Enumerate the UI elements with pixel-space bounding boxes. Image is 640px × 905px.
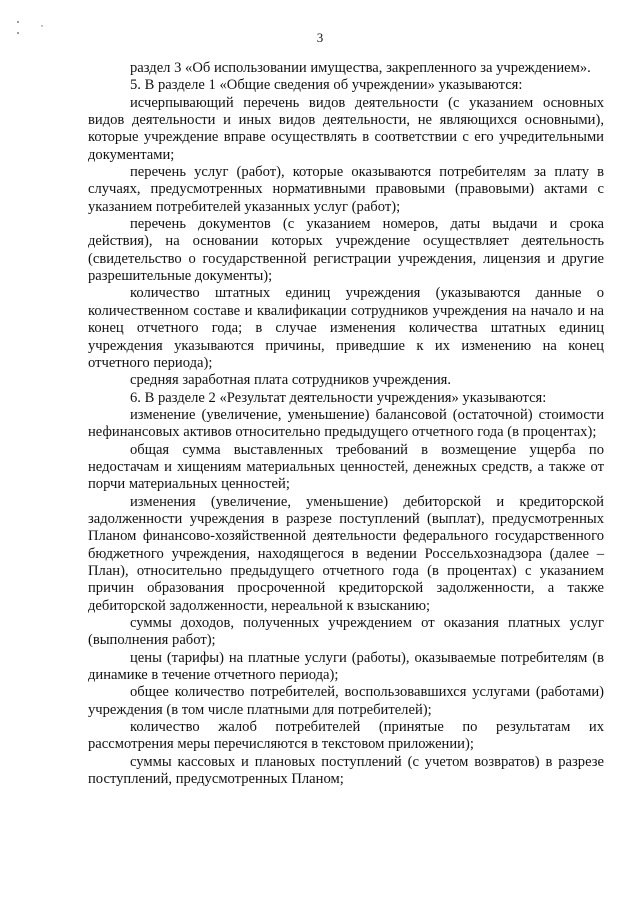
paragraph: раздел 3 «Об использовании имущества, закрепленного за учреждением». xyxy=(130,60,591,76)
paragraph: изменения (увеличение, уменьшение) дебиторской и кредиторской задолженности учреждения в разрезе поступлений (выплат), предусмотренных Планом финансово-хозяйственной деятельности федерального государственного бюджетного учреждения, находящегося в ведении Россельхознадзора (далее – План), относительно предыдущего отчетного года (в процентах) с указанием причин образования просроченной кредиторской задолженности, а также дебиторской задолженности, нереальной к взысканию; xyxy=(88,493,604,614)
paragraph: количество жалоб потребителей (принятые по результатам их рассмотрения меры перечисляются в текстовом приложении); xyxy=(88,719,604,753)
paragraph: суммы кассовых и плановых поступлений (с учетом возвратов) в разрезе поступлений, предусмотренных Планом; xyxy=(88,753,604,788)
paragraph: перечень документов (с указанием номеров, даты выдачи и срока действия), на основании которых учреждение осуществляет деятельность (свидетельство о государственной регистрации учреждения, лицензия и другие разрешительные документы); xyxy=(88,216,604,285)
paragraph: изменение (увеличение, уменьшение) балансовой (остаточной) стоимости нефинансовых активов относительно предыдущего отчетного года (в процентах); xyxy=(88,406,604,441)
paragraph: количество штатных единиц учреждения (указываются данные о количественном составе и квалификации сотрудников учреждения на начало и на конец отчетного года; в случае изменения количества штатных единиц учреждения указываются причины, приведшие к их изменению на конец отчетного периода); xyxy=(88,285,604,371)
paragraph: цены (тарифы) на платные услуги (работы), оказываемые потребителям (в динамике в течение отчетного периода); xyxy=(88,649,604,684)
paragraph: общее количество потребителей, воспользовавшихся услугами (работами) учреждения (в том числе платными для потребителей); xyxy=(88,684,604,718)
page-number: 3 xyxy=(316,30,324,45)
section-heading: 6. В разделе 2 «Результат деятельности учреждения» указываются: xyxy=(130,389,547,406)
paragraph: суммы доходов, полученных учреждением от оказания платных услуг (выполнения работ); xyxy=(88,615,604,649)
document-body xyxy=(88,60,604,788)
paragraph: общая сумма выставленных требований в возмещение ущерба по недостачам и хищениям материальных ценностей, денежных средств, а также от порчи материальных ценностей; xyxy=(88,441,604,493)
section-heading: 5. В разделе 1 «Общие сведения об учреждении» указываются: xyxy=(130,77,523,94)
paragraph: средняя заработная плата сотрудников учреждения. xyxy=(130,372,452,389)
paragraph: исчерпывающий перечень видов деятельности (с указанием основных видов деятельности и иных видов деятельности, не являющихся основными), которые учреждение вправе осуществлять в соответствии с его учредительными документами; xyxy=(88,94,604,163)
paragraph: перечень услуг (работ), которые оказываются потребителям за плату в случаях, предусмотренных нормативными правовыми (правовыми) актами с указанием потребителей указанных услуг (работ); xyxy=(88,164,604,215)
